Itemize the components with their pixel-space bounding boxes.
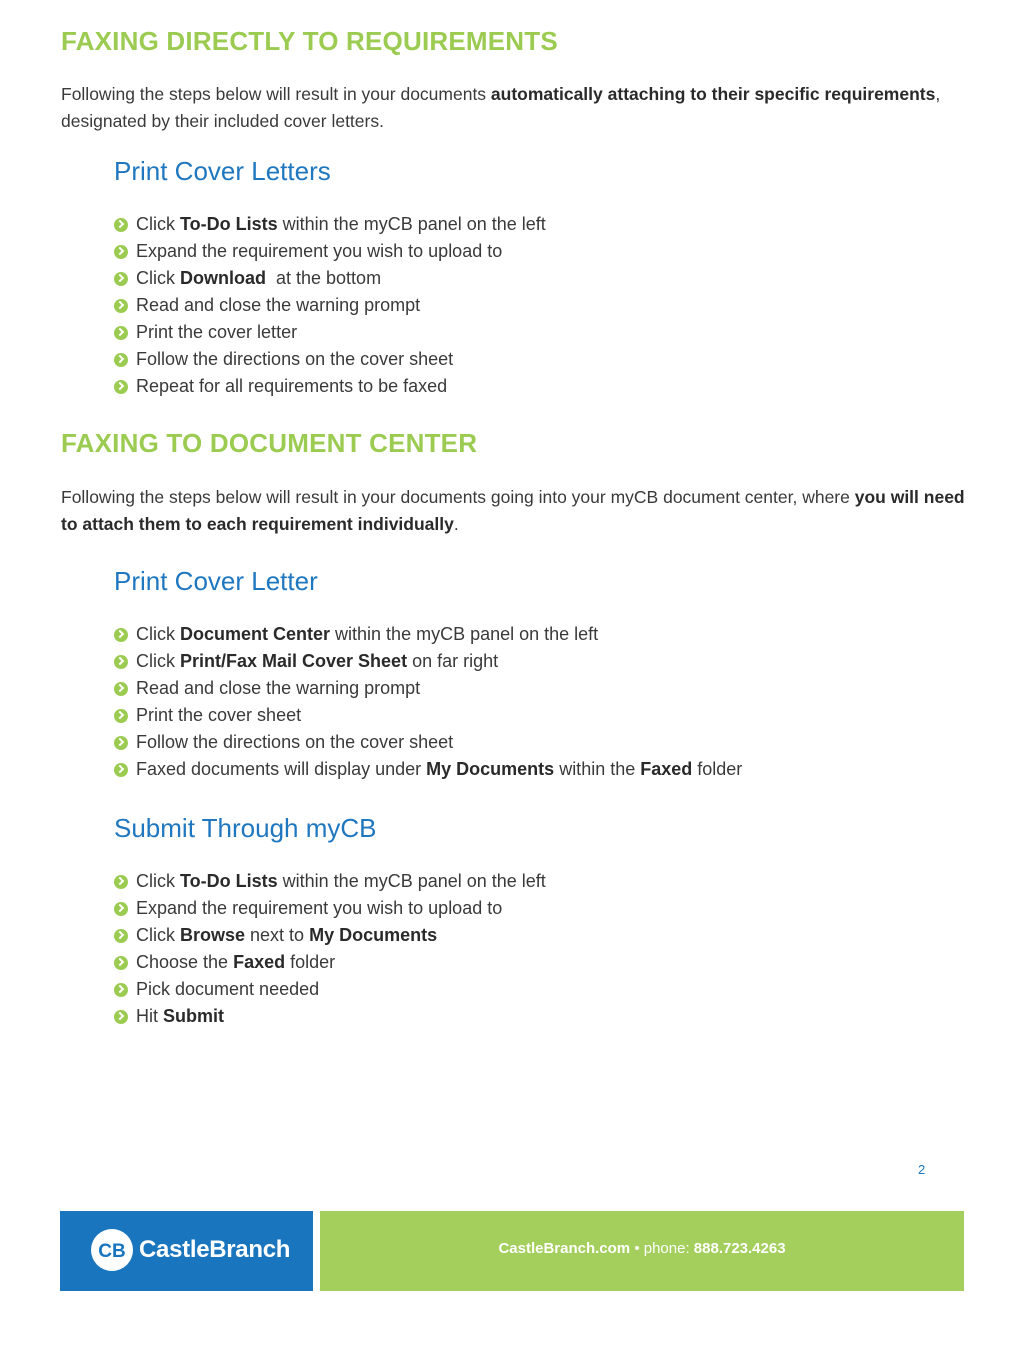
subsection-title-print-cover-letter: Print Cover Letter <box>114 566 318 596</box>
step-item <box>114 648 742 675</box>
section-title-faxing-directly: FAXING DIRECTLY TO REQUIREMENTS <box>61 26 558 56</box>
section-title-document-center: FAXING TO DOCUMENT CENTER <box>61 428 478 458</box>
chevron-right-icon <box>114 245 128 259</box>
chevron-right-icon <box>114 655 128 669</box>
chevron-right-icon <box>114 902 128 916</box>
step-text: Follow the directions on the cover sheet <box>136 349 454 369</box>
step-item <box>114 211 546 238</box>
step-text: Click Print/Fax Mail Cover Sheet on far right <box>136 651 499 671</box>
steps-list <box>114 211 546 400</box>
step-item <box>114 1003 546 1030</box>
step-item <box>114 238 546 265</box>
website-link[interactable]: CastleBranch.com <box>498 1240 631 1257</box>
chevron-right-icon <box>114 956 128 970</box>
step-text: Print the cover sheet <box>136 705 302 725</box>
chevron-right-icon <box>114 628 128 642</box>
step-text: Click Download at the bottom <box>136 268 382 288</box>
step-text: Print the cover letter <box>136 322 298 342</box>
step-item <box>114 292 546 319</box>
brand-name: CastleBranch <box>139 1236 291 1263</box>
step-item <box>114 373 546 400</box>
step-text: Click To-Do Lists within the myCB panel on the left <box>136 871 546 891</box>
step-item <box>114 319 546 346</box>
subsection-title-submit-through-mycb: Submit Through myCB <box>114 813 377 843</box>
step-item <box>114 729 742 756</box>
step-item <box>114 976 546 1003</box>
chevron-right-icon <box>114 218 128 232</box>
chevron-right-icon <box>114 326 128 340</box>
section-intro: Following the steps below will result in your documents going into your myCB document center, where you will need to attach them to each requirement individually. <box>61 487 965 534</box>
step-item <box>114 756 742 783</box>
footer-contact-panel <box>320 1211 964 1291</box>
chevron-right-icon <box>114 736 128 750</box>
step-item <box>114 922 546 949</box>
chevron-right-icon <box>114 353 128 367</box>
step-item <box>114 868 546 895</box>
chevron-right-icon <box>114 929 128 943</box>
page-number: 2 <box>918 1162 926 1177</box>
chevron-right-icon <box>114 763 128 777</box>
chevron-right-icon <box>114 380 128 394</box>
step-text: Choose the Faxed folder <box>136 952 336 972</box>
chevron-right-icon <box>114 272 128 286</box>
footer-brand-panel <box>60 1211 313 1291</box>
step-text: Faxed documents will display under My Documents within the Faxed folder <box>136 759 743 779</box>
step-item <box>114 346 546 373</box>
svg-text:CB: CB <box>98 1241 126 1262</box>
step-text: Hit Submit <box>136 1006 224 1026</box>
step-text: Click To-Do Lists within the myCB panel on the left <box>136 214 546 234</box>
step-text: Click Browse next to My Documents <box>136 925 438 945</box>
step-text: Read and close the warning prompt <box>136 678 421 698</box>
chevron-right-icon <box>114 709 128 723</box>
step-item <box>114 265 546 292</box>
phone-number: 888.723.4263 <box>693 1240 786 1257</box>
chevron-right-icon <box>114 299 128 313</box>
step-text: Expand the requirement you wish to upload to <box>136 898 503 918</box>
chevron-right-icon <box>114 983 128 997</box>
steps-list <box>114 621 742 783</box>
step-item <box>114 675 742 702</box>
step-text: Expand the requirement you wish to upload to <box>136 241 503 261</box>
chevron-right-icon <box>114 1010 128 1024</box>
subsection-title-print-cover-letters: Print Cover Letters <box>114 156 331 186</box>
step-text: Repeat for all requirements to be faxed <box>136 376 448 396</box>
steps-list <box>114 868 546 1030</box>
contact-line: CastleBranch.com • phone: 888.723.4263 <box>498 1240 786 1257</box>
step-text: Read and close the warning prompt <box>136 295 421 315</box>
step-text: Pick document needed <box>136 979 320 999</box>
chevron-right-icon <box>114 682 128 696</box>
step-item <box>114 621 742 648</box>
step-item <box>114 702 742 729</box>
step-item <box>114 895 546 922</box>
section-intro: Following the steps below will result in your documents automatically attaching to their specific requirements, designated by their included cover letters. <box>61 84 941 131</box>
castlebranch-logo-icon <box>91 1229 133 1271</box>
step-text: Follow the directions on the cover sheet <box>136 732 454 752</box>
chevron-right-icon <box>114 875 128 889</box>
step-text: Click Document Center within the myCB panel on the left <box>136 624 599 644</box>
step-item <box>114 949 546 976</box>
